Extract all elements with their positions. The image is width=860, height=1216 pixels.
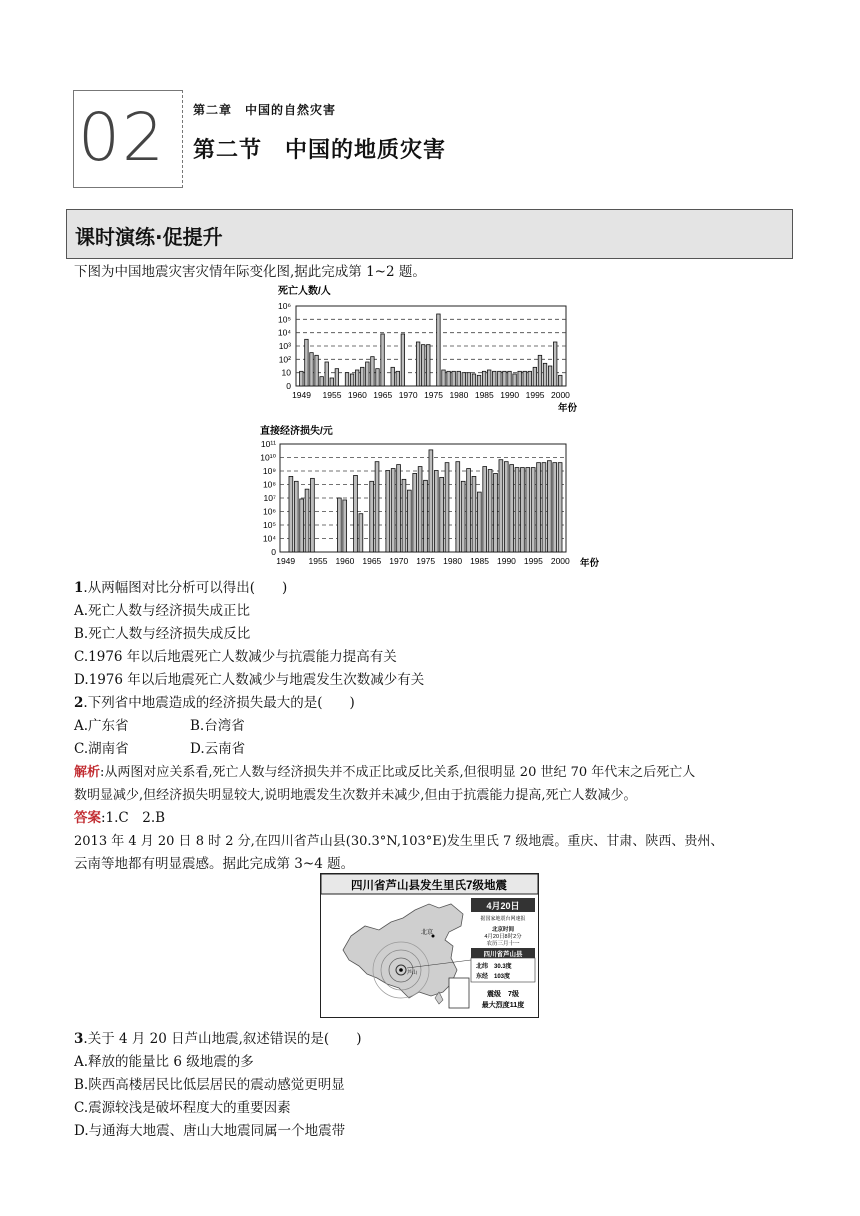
question-3-option-a: A.释放的能量比 6 级地震的多 <box>74 1054 254 1070</box>
bar <box>397 465 401 552</box>
bar <box>330 378 333 386</box>
y-tick-label: 10³ <box>278 341 291 351</box>
deaths-chart <box>258 280 618 420</box>
question-1-option-a: A.死亡人数与经济损失成正比 <box>74 603 251 619</box>
time-label: 北京时间 <box>491 927 515 933</box>
bar <box>456 462 460 552</box>
bar <box>452 371 455 386</box>
x-tick-label: 1970 <box>389 556 409 566</box>
bar <box>320 377 323 386</box>
bar <box>359 514 363 552</box>
bar <box>445 463 449 552</box>
x-tick-label: 1960 <box>335 556 355 566</box>
chapter-title: 第二章 中国的自然灾害 <box>193 103 337 117</box>
bar <box>370 481 374 552</box>
question-3-stem: .关于 4 月 20 日芦山地震,叙述错误的是( ) <box>83 1031 362 1047</box>
question-1-option-c: C.1976 年以后地震死亡人数减少与抗震能力提高有关 <box>74 649 397 665</box>
y-axis-label: 直接经济损失/元 <box>260 426 333 437</box>
analysis-line-2: 数明显减少,但经济损失明显较大,说明地震发生次数并未减少,但由于抗震能力提高,死亡人数减少。 <box>74 788 637 803</box>
answer-text: :1.C 2.B <box>101 810 166 826</box>
bar <box>538 355 541 386</box>
bar <box>488 470 492 552</box>
south-sea-inset <box>449 978 469 1008</box>
banner-title: 课时演练·促提升 <box>75 225 223 249</box>
question-3-option-b: B.陕西高楼居民比低层居民的震动感觉更明显 <box>74 1077 345 1093</box>
bar <box>434 471 438 552</box>
bar <box>350 374 353 386</box>
intro-text-1: 下图为中国地震灾害灾情年际变化图,据此完成第 1~2 题。 <box>74 264 426 280</box>
beijing-label: 北京 <box>421 930 434 936</box>
epicenter-label: 芦山 <box>407 970 418 976</box>
x-tick-label: 1990 <box>500 390 520 400</box>
bar <box>427 345 430 386</box>
x-tick-label: 1990 <box>497 556 516 566</box>
analysis-label: 解析 <box>74 765 101 780</box>
max-intensity: 最大烈度11度 <box>481 1002 525 1009</box>
bar <box>548 366 551 386</box>
y-axis-label: 死亡人数/人 <box>278 286 331 297</box>
bar <box>335 369 338 386</box>
question-3-number: 3 <box>74 1031 84 1047</box>
bar <box>440 477 444 552</box>
bar <box>487 370 490 386</box>
bar <box>531 468 535 552</box>
x-tick-label: 2000 <box>550 556 570 566</box>
bar <box>498 371 501 386</box>
bar <box>311 478 315 552</box>
bar <box>553 463 557 552</box>
bar <box>310 353 313 386</box>
bar <box>494 473 498 552</box>
bar <box>391 367 394 386</box>
bar <box>407 490 411 552</box>
y-tick-label: 10⁶ <box>278 301 291 311</box>
bar <box>325 362 328 386</box>
y-tick-label: 10⁴ <box>262 533 276 544</box>
china-outline <box>343 904 463 998</box>
date-text: 4月20日 <box>486 901 520 911</box>
data-source: 据国家地震台网速报 <box>480 916 526 922</box>
answer-line <box>74 807 165 830</box>
practice-banner <box>66 209 793 259</box>
bar <box>508 371 511 386</box>
bar <box>472 374 475 386</box>
x-tick-label: 1975 <box>416 556 436 566</box>
bar <box>418 467 422 552</box>
x-tick-label: 1985 <box>470 556 489 566</box>
bar <box>416 342 419 386</box>
bar <box>462 373 465 386</box>
bar <box>537 463 541 552</box>
bar <box>528 371 531 386</box>
magnitude: 震级 7级 <box>487 991 519 998</box>
bar <box>413 473 417 552</box>
y-tick-label: 10 <box>281 367 291 378</box>
x-tick-label: 1955 <box>322 390 342 400</box>
bar <box>305 339 308 386</box>
x-tick-label: 1975 <box>424 390 443 400</box>
x-tick-label: 1995 <box>523 556 543 566</box>
bar <box>300 371 303 386</box>
bar <box>542 463 546 552</box>
x-tick-label: 1965 <box>373 390 393 400</box>
epicenter-dot <box>399 968 403 972</box>
bar <box>401 334 404 386</box>
question-2-option-b: B.台湾省 <box>190 718 245 734</box>
bar <box>343 500 347 552</box>
bar <box>447 371 450 386</box>
earthquake-map-figure <box>320 873 539 1018</box>
bar <box>547 461 551 552</box>
chapter-number: 02 <box>78 99 166 176</box>
y-tick-label: 10⁵ <box>263 520 276 530</box>
bar <box>467 469 471 552</box>
bar <box>366 362 369 386</box>
y-tick-label: 10⁴ <box>277 327 291 338</box>
x-tick-label: 1949 <box>292 390 311 400</box>
bar <box>429 450 433 552</box>
bar <box>493 371 496 386</box>
x-tick-label: 1965 <box>362 556 382 566</box>
bar <box>482 371 485 386</box>
bar <box>381 334 384 386</box>
y-tick-label: 10⁶ <box>263 506 276 517</box>
bar <box>421 345 424 386</box>
x-axis-label: 年份 <box>558 403 578 414</box>
x-tick-label: 1949 <box>276 556 296 566</box>
bar <box>499 460 503 552</box>
question-2-number: 2 <box>74 695 84 711</box>
y-tick-label: 0 <box>271 547 276 557</box>
bar <box>483 467 487 552</box>
bar <box>424 480 428 552</box>
bar <box>504 462 508 552</box>
bar <box>467 373 470 386</box>
question-1-option-d: D.1976 年以后地震死亡人数减少与地震发生次数减少有关 <box>74 672 425 688</box>
bar <box>294 481 298 552</box>
bar <box>503 371 506 386</box>
map-title: 四川省芦山县发生里氏7级地震 <box>351 880 507 892</box>
y-tick-label: 10⁵ <box>278 314 291 325</box>
bar <box>345 373 348 386</box>
x-tick-label: 1980 <box>443 556 463 566</box>
place-name: 四川省芦山县 <box>483 951 523 958</box>
question-3-option-c: C.震源较浅是破坏程度大的重要因素 <box>74 1100 291 1116</box>
bar <box>402 479 406 552</box>
question-1-option-b: B.死亡人数与经济损失成反比 <box>74 626 251 642</box>
bar <box>518 371 521 386</box>
bar <box>477 492 481 552</box>
intro-text-2b: 云南等地都有明显震感。据此完成第 3~4 题。 <box>74 856 355 872</box>
bar <box>515 468 519 552</box>
bar <box>437 314 440 386</box>
bar <box>457 371 460 386</box>
bar <box>477 375 480 386</box>
y-tick-label: 10⁷ <box>263 493 276 503</box>
bar <box>533 367 536 386</box>
answer-label: 答案 <box>74 810 101 826</box>
y-tick-label: 10¹¹ <box>260 439 276 449</box>
question-1-number: 1 <box>74 580 84 596</box>
bar <box>513 374 516 386</box>
question-1-stem: .从两幅图对比分析可以得出( ) <box>83 580 288 596</box>
analysis-text-1: :从两图对应关系看,死亡人数与经济损失并不成正比或反比关系,但很明显 20 世纪 70 年代末之后死亡人 <box>100 765 696 780</box>
bar <box>391 469 395 552</box>
bar <box>289 476 293 552</box>
question-2-stem: .下列省中地震造成的经济损失最大的是( ) <box>83 695 355 711</box>
lunar-date: 农历三月十一 <box>486 941 520 947</box>
question-2-option-d: D.云南省 <box>190 741 246 757</box>
economic-loss-chart <box>254 420 626 572</box>
bar <box>472 476 476 552</box>
bar <box>337 498 341 552</box>
y-tick-label: 10⁹ <box>262 466 276 476</box>
intro-text-2: 2013 年 4 月 20 日 8 时 2 分,在四川省芦山县(30.3°N,103°E)发生里氏 7 级地震。重庆、甘肃、陕西、贵州、 <box>74 834 724 849</box>
longitude: 东经 103度 <box>476 974 511 980</box>
question-2-option-c: C.湖南省 <box>74 741 129 757</box>
earthquake-map <box>321 874 538 1017</box>
question-3 <box>74 1028 361 1051</box>
bar <box>376 369 379 386</box>
x-tick-label: 1995 <box>525 390 545 400</box>
x-axis-label: 年份 <box>580 558 600 569</box>
x-tick-label: 1985 <box>474 390 494 400</box>
question-2 <box>74 692 355 715</box>
question-2-option-a: A.广东省 <box>74 718 129 734</box>
section-title: 第二节 中国的地质灾害 <box>193 138 447 163</box>
bar <box>442 370 445 386</box>
bar <box>300 499 304 552</box>
bar <box>386 471 390 552</box>
x-tick-label: 2000 <box>551 390 570 400</box>
bar <box>558 463 562 552</box>
y-tick-label: 10² <box>278 354 291 365</box>
question-1 <box>74 577 287 600</box>
y-tick-label: 0 <box>286 381 291 391</box>
bar <box>371 357 374 386</box>
time-value: 4月20日8时2分 <box>484 934 522 940</box>
bar <box>523 371 526 386</box>
bar <box>559 375 562 386</box>
x-tick-label: 1955 <box>308 556 328 566</box>
x-tick-label: 1980 <box>449 390 469 400</box>
bar <box>553 342 556 386</box>
y-tick-label: 10⁸ <box>262 479 276 490</box>
bar <box>375 462 379 552</box>
bar <box>355 370 358 386</box>
bar <box>354 475 358 552</box>
question-3-option-d: D.与通海大地震、唐山大地震同属一个地震带 <box>74 1123 346 1139</box>
bar <box>396 371 399 386</box>
x-tick-label: 1970 <box>398 390 418 400</box>
latitude: 北纬 30.3度 <box>476 964 512 970</box>
x-tick-label: 1960 <box>347 390 367 400</box>
bar <box>521 468 525 552</box>
analysis-line-1 <box>74 761 695 784</box>
bar <box>361 367 364 386</box>
bar <box>526 468 530 552</box>
bar <box>510 465 514 552</box>
bar <box>315 355 318 386</box>
bar <box>461 481 465 552</box>
bar <box>543 363 546 386</box>
bar <box>305 489 309 552</box>
y-tick-label: 10¹⁰ <box>260 452 276 463</box>
